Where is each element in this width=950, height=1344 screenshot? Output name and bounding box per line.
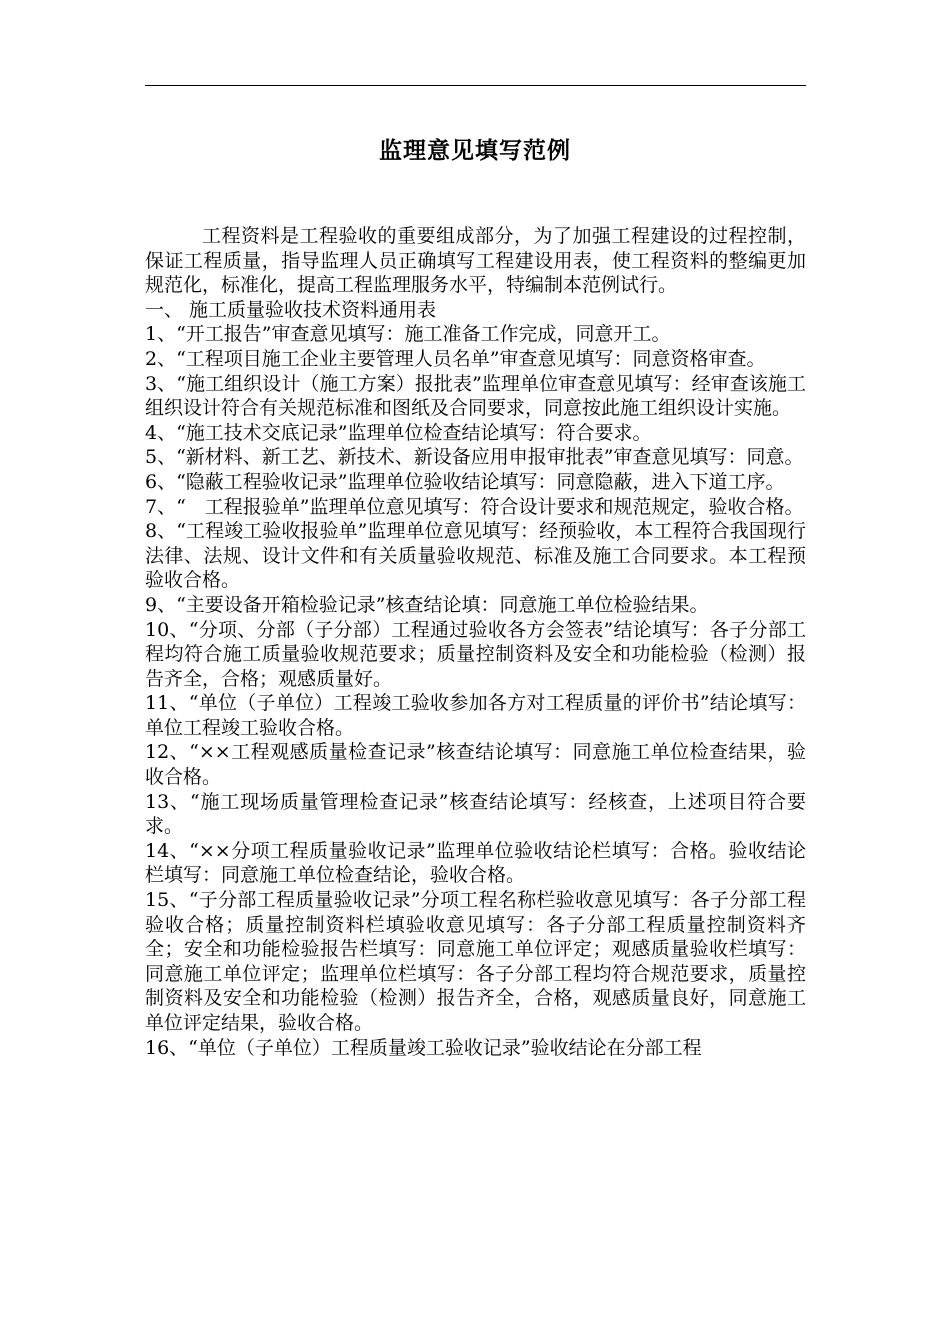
list-item: 6、“隐蔽工程验收记录”监理单位验收结论填写：同意隐蔽，进入下道工序。 [145, 470, 785, 493]
list-item: 5、“新材料、新工艺、新技术、新设备应用申报审批表”审查意见填写：同意。 [145, 446, 804, 469]
document-title: 监理意见填写范例 [379, 138, 571, 164]
document-body [145, 224, 806, 1060]
list-item: 7、“ 工程报验单”监理单位意见填写：符合设计要求和规范规定，验收合格。 [145, 495, 804, 518]
list-item: 15、“子分部工程质量验收记录”分项工程名称栏验收意见填写：各子分部工程验收合格；质量控制资料栏填验收意见填写：各子分部工程质量控制资料齐全；安全和功能检验报告栏填写：同意施工单位评定；观感质量验收栏填写：同意施工单位评定；监理单位栏填写：各子分部工程均符合规范要求，质量控制资料及安全和功能检验（检测）报告齐全，合格，观感质量良好，同意施工单位评定结果，验收合格。 [145, 889, 806, 1034]
list-item: 4、“施工技术交底记录”监理单位检查结论填写：符合要求。 [145, 421, 652, 444]
list-item: 12、“××工程观感质量检查记录”核查结论填写：同意施工单位检查结果，验收合格。 [145, 741, 806, 789]
list-item: 2、“工程项目施工企业主要管理人员名单”审查意见填写：同意资格审查。 [145, 347, 766, 370]
list-item: 11、“单位（子单位）工程竣工验收参加各方对工程质量的评价书”结论填写：单位工程竣工验收合格。 [145, 692, 806, 739]
list-item: 1、“开工报告”审查意见填写：施工准备工作完成，同意开工。 [145, 323, 671, 346]
section-heading: 一、 施工质量验收技术资料通用表 [145, 298, 437, 321]
header-rule [145, 85, 806, 86]
list-item: 14、“××分项工程质量验收记录”监理单位验收结论栏填写：合格。验收结论栏填写：同意施工单位检查结论，验收合格。 [145, 839, 806, 887]
list-item: 3、“施工组织设计（施工方案）报批表”监理单位审查意见填写：经审查该施工组织设计符合有关规范标准和图纸及合同要求，同意按此施工组织设计实施。 [145, 372, 806, 420]
list-item: 16、“单位（子单位）工程质量竣工验收记录”验收结论在分部工程 [145, 1036, 702, 1059]
intro-paragraph: 工程资料是工程验收的重要组成部分，为了加强工程建设的过程控制，保证工程质量，指导监理人员正确填写工程建设用表，使工程资料的整编更加规范化，标准化，提高工程监理服务水平，特编制本范例试行。 [145, 225, 806, 297]
list-item: 9、“主要设备开箱检验记录”核查结论填：同意施工单位检验结果。 [145, 593, 709, 616]
list-item: 13、“施工现场质量管理检查记录”核查结论填写：经核查，上述项目符合要求。 [145, 790, 806, 838]
list-item: 8、“工程竣工验收报验单”监理单位意见填写：经预验收，本工程符合我国现行法律、法规、设计文件和有关质量验收规范、标准及施工合同要求。本工程预验收合格。 [145, 520, 806, 592]
list-item: 10、“分项、分部（子分部）工程通过验收各方会签表”结论填写：各子分部工程均符合施工质量验收规范要求；质量控制资料及安全和功能检验（检测）报告齐全，合格；观感质量好。 [145, 618, 806, 690]
